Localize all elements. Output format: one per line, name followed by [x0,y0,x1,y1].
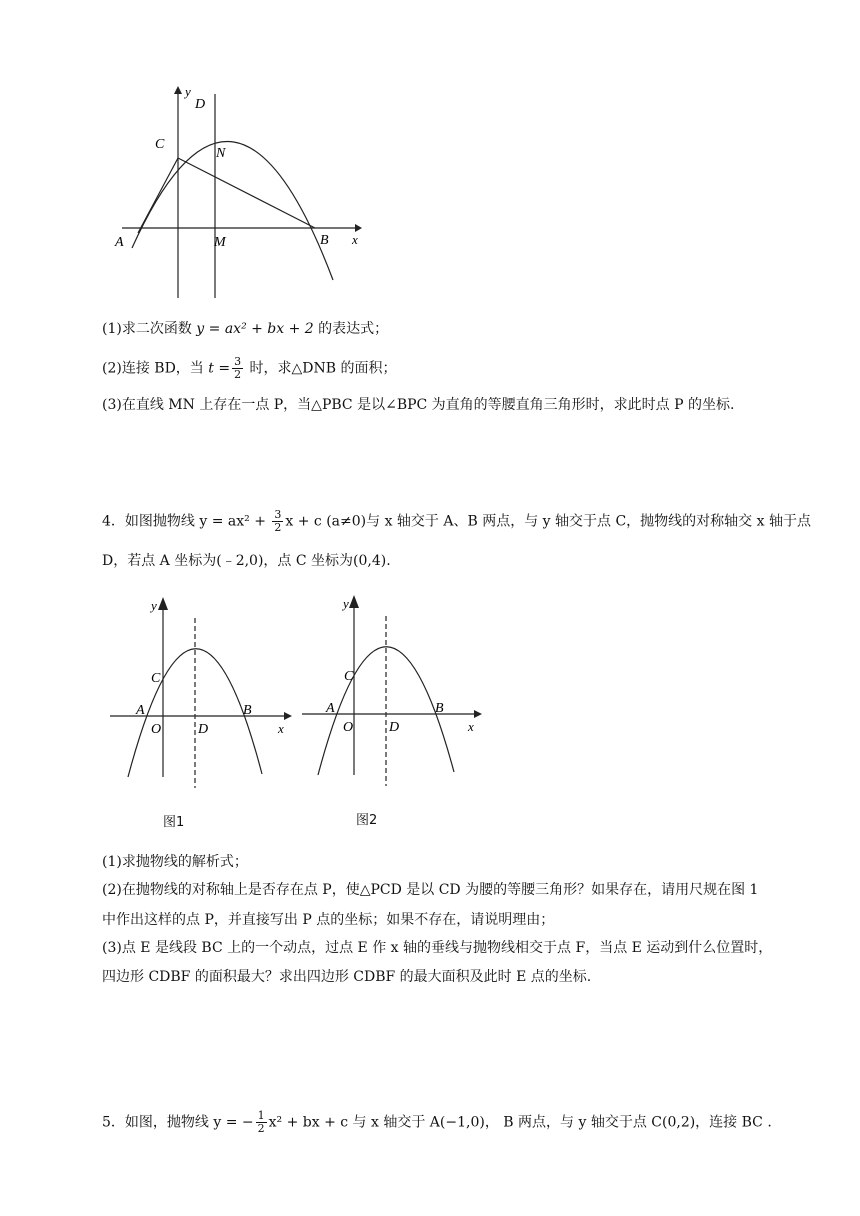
label-x: x [468,719,474,734]
label-c: C [155,137,165,152]
q4-line2: D，若点 A 坐标为(﹣2,0)，点 C 坐标为(0,4). [102,553,391,569]
fraction-3-2: $\frac{3}{2}$ [234,355,242,381]
q3-formula: y = ax² + bx + 2 [196,321,314,337]
label-d: D [389,720,400,735]
figure-q4-2 [292,590,492,790]
q3-part2: (2)连接 BD，当 t = $\frac{3}{2}$ 时，求△DNB 的面积； [102,355,397,381]
q4-part2-b: 中作出这样的点 P，并直接写出 P 点的坐标；如果不存在，请说明理由； [102,912,555,928]
parabola [132,141,333,280]
label-y: y [185,84,191,99]
label-c: C [344,669,354,684]
label-o: O [151,722,162,737]
label-b: B [320,233,329,248]
label-b: B [435,701,444,716]
figure-1-diagram [100,70,380,310]
caption-fig2: 图2 [356,813,378,828]
x-axis-arrow [284,712,292,720]
q4-part2-a: (2)在抛物线的对称轴上是否存在点 P，使△PCD 是以 CD 为腰的等腰三角形？如果存在，请用尺规在图 1 [102,882,759,898]
figure-q4-1 [100,592,300,792]
y-axis-arrow [158,597,168,610]
fraction-1-2: $\frac{1}{2}$ [257,1109,265,1135]
fraction-3-2-q4: $\frac{3}{2}$ [274,508,282,534]
q4-part1: (1)求抛物线的解析式； [102,854,248,870]
caption-fig1: 图1 [163,815,185,830]
q3-part3: (3)在直线 MN 上存在一点 P，当△PBC 是以∠BPC 为直角的等腰直角三角形时，求此时点 P 的坐标. [102,397,735,413]
label-b: B [243,703,252,718]
label-n: N [216,146,226,161]
label-x: x [352,232,358,247]
label-o: O [343,720,354,735]
q3-part1: (1)求二次函数 y = ax² + bx + 2 的表达式； [102,321,389,337]
label-d: D [195,97,206,112]
label-y: y [151,598,157,613]
segment-cb [178,158,315,228]
segment-ac [138,158,178,233]
label-m: M [214,235,226,250]
q4-line1: 4．如图抛物线 y = ax² + $\frac{3}{2}$ x + c (a≠0)与 x 轴交于 A、B 两点，与 y 轴交于点 C，抛物线的对称轴交 x 轴于点 [102,508,811,534]
q5-line: 5．如图，抛物线 y = − $\frac{1}{2}$ x² + bx + c 与 x 轴交于 A(−1,0)， B 两点，与 y 轴交于点 C(0,2)，连接 BC . [102,1109,772,1135]
q4-part3-b: 四边形 CDBF 的面积最大？求出四边形 CDBF 的最大面积及此时 E 点的坐标. [102,969,592,985]
label-a: A [326,701,335,716]
label-a: A [115,235,124,250]
label-d: D [198,722,209,737]
label-y: y [343,596,349,611]
y-axis-arrow [349,595,359,608]
label-c: C [151,671,161,686]
x-axis-arrow [474,710,482,718]
x-axis-arrow [355,224,362,232]
label-a: A [136,703,145,718]
label-x: x [278,721,284,736]
q4-part3-a: (3)点 E 是线段 BC 上的一个动点，过点 E 作 x 轴的垂线与抛物线相交于点 F，当点 E 运动到什么位置时， [102,940,773,956]
y-axis-arrow [174,86,182,94]
